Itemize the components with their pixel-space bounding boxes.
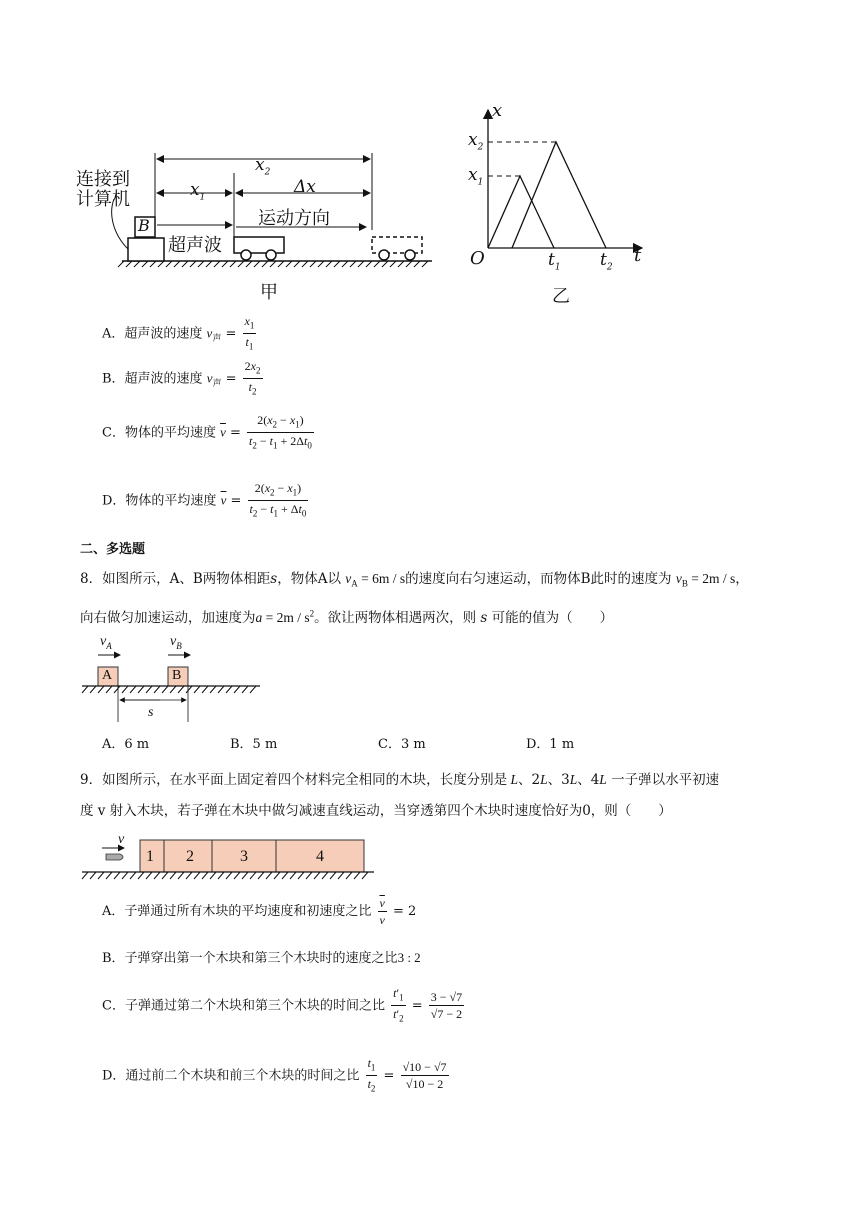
- q9-option-c[interactable]: C．子弹通过第二个木块和第三个木块的时间之比 $\frac{t'_1}{t'_2}$ = $\frac{3 - √7}{√7 - 2}$: [102, 986, 463, 1024]
- q7-option-a[interactable]: A．超声波的速度 $v_声$ = $\frac{x_1}{t_1}$: [102, 314, 255, 352]
- direction-label: 运动方向: [258, 208, 330, 229]
- figure-yi-caption: 乙: [552, 286, 570, 307]
- q7-option-d[interactable]: D．物体的平均速度 $\overline{v}$ = $\frac{2(x_2 - x_1)}{t_2 - t_1 + \Delta t_0}$: [102, 481, 307, 519]
- figure-yi: [470, 100, 650, 273]
- q8-option-b[interactable]: B．5 m: [230, 737, 278, 752]
- q9-option-b[interactable]: B．子弹穿出第一个木块和第三个木块时的速度之比3 : 2: [102, 950, 421, 966]
- x2-label: $x_2$: [255, 155, 271, 178]
- q8-line-1: 8．如图所示，A、B两物体相距s，物体A以 $v_A = 6m / s$的速度向右匀速运动，而物体B此时的速度为 $v_B = 2m / s$，: [80, 571, 749, 589]
- q9-option-d[interactable]: D．通过前二个木块和前三个木块的时间之比 $\frac{t_1}{t_2}$ = $\frac{√10 - √7}{√10 - 2}$: [102, 1056, 447, 1094]
- yi-t-axis-label: t: [634, 245, 642, 266]
- q8-line-2: 向右做匀加速运动，加速度为$a = 2m / s^2$。欲让两物体相遇两次，则 s 可能的值为（ ）: [80, 608, 614, 626]
- q8-option-c[interactable]: C．3 m: [378, 737, 426, 752]
- yi-t1-label: $t_1$: [548, 250, 561, 273]
- yi-x2-label: $x_2$: [468, 130, 484, 153]
- yi-t2-label: $t_2$: [600, 250, 613, 273]
- q9-line-2: 度 v 射入木块，若子弹在木块中做匀减速直线运动，当穿透第四个木块时速度恰好为0，则（ ）: [80, 803, 672, 819]
- q8-fig-vb: $v_B$: [170, 634, 182, 651]
- x1-label: $x_1$: [190, 180, 206, 203]
- yi-x1-label: $x_1$: [468, 165, 484, 188]
- q9-figure: [80, 832, 380, 882]
- q8-option-d[interactable]: D．1 m: [526, 737, 575, 752]
- q9-block-1: 1: [146, 848, 154, 865]
- yi-y-axis-label: x: [492, 100, 503, 121]
- yi-origin-label: O: [470, 248, 485, 269]
- figure-jia-caption: 甲: [260, 282, 278, 303]
- wave-label: 超声波: [168, 235, 222, 256]
- q9-fig-v: v: [118, 832, 125, 847]
- q8-fig-va: $v_A$: [100, 634, 112, 651]
- q9-block-3: 3: [240, 848, 248, 865]
- section-title: 二、多选题: [80, 542, 146, 557]
- q7-option-c[interactable]: C．物体的平均速度 $\overline{v}$ = $\frac{2(x_2 - x_1)}{t_2 - t_1 + 2\Delta t_0}$: [102, 413, 312, 451]
- q9-line-1: 9．如图所示，在水平面上固定着四个材料完全相同的木块，长度分别是 L、2L、3L、4L 一子弹以水平初速: [80, 772, 720, 788]
- q8-fig-block-b: B: [172, 668, 182, 683]
- q9-block-2: 2: [186, 848, 194, 865]
- q7-option-b[interactable]: B．超声波的速度 $v_声$ = $\frac{2x_2}{t_2}$: [102, 359, 261, 397]
- q8-fig-block-a: A: [102, 668, 113, 683]
- q8-option-a[interactable]: A．6 m: [102, 737, 150, 752]
- q8-fig-s: s: [148, 705, 154, 720]
- q9-block-4: 4: [316, 848, 324, 865]
- box-b-label: B: [138, 216, 150, 235]
- connect-label: 连接到 计算机: [76, 169, 130, 210]
- q9-option-a[interactable]: A．子弹通过所有木块的平均速度和初速度之比 $\frac{\overline{v}}{v}$ = 2: [102, 896, 417, 927]
- dx-label: Δx: [294, 177, 316, 197]
